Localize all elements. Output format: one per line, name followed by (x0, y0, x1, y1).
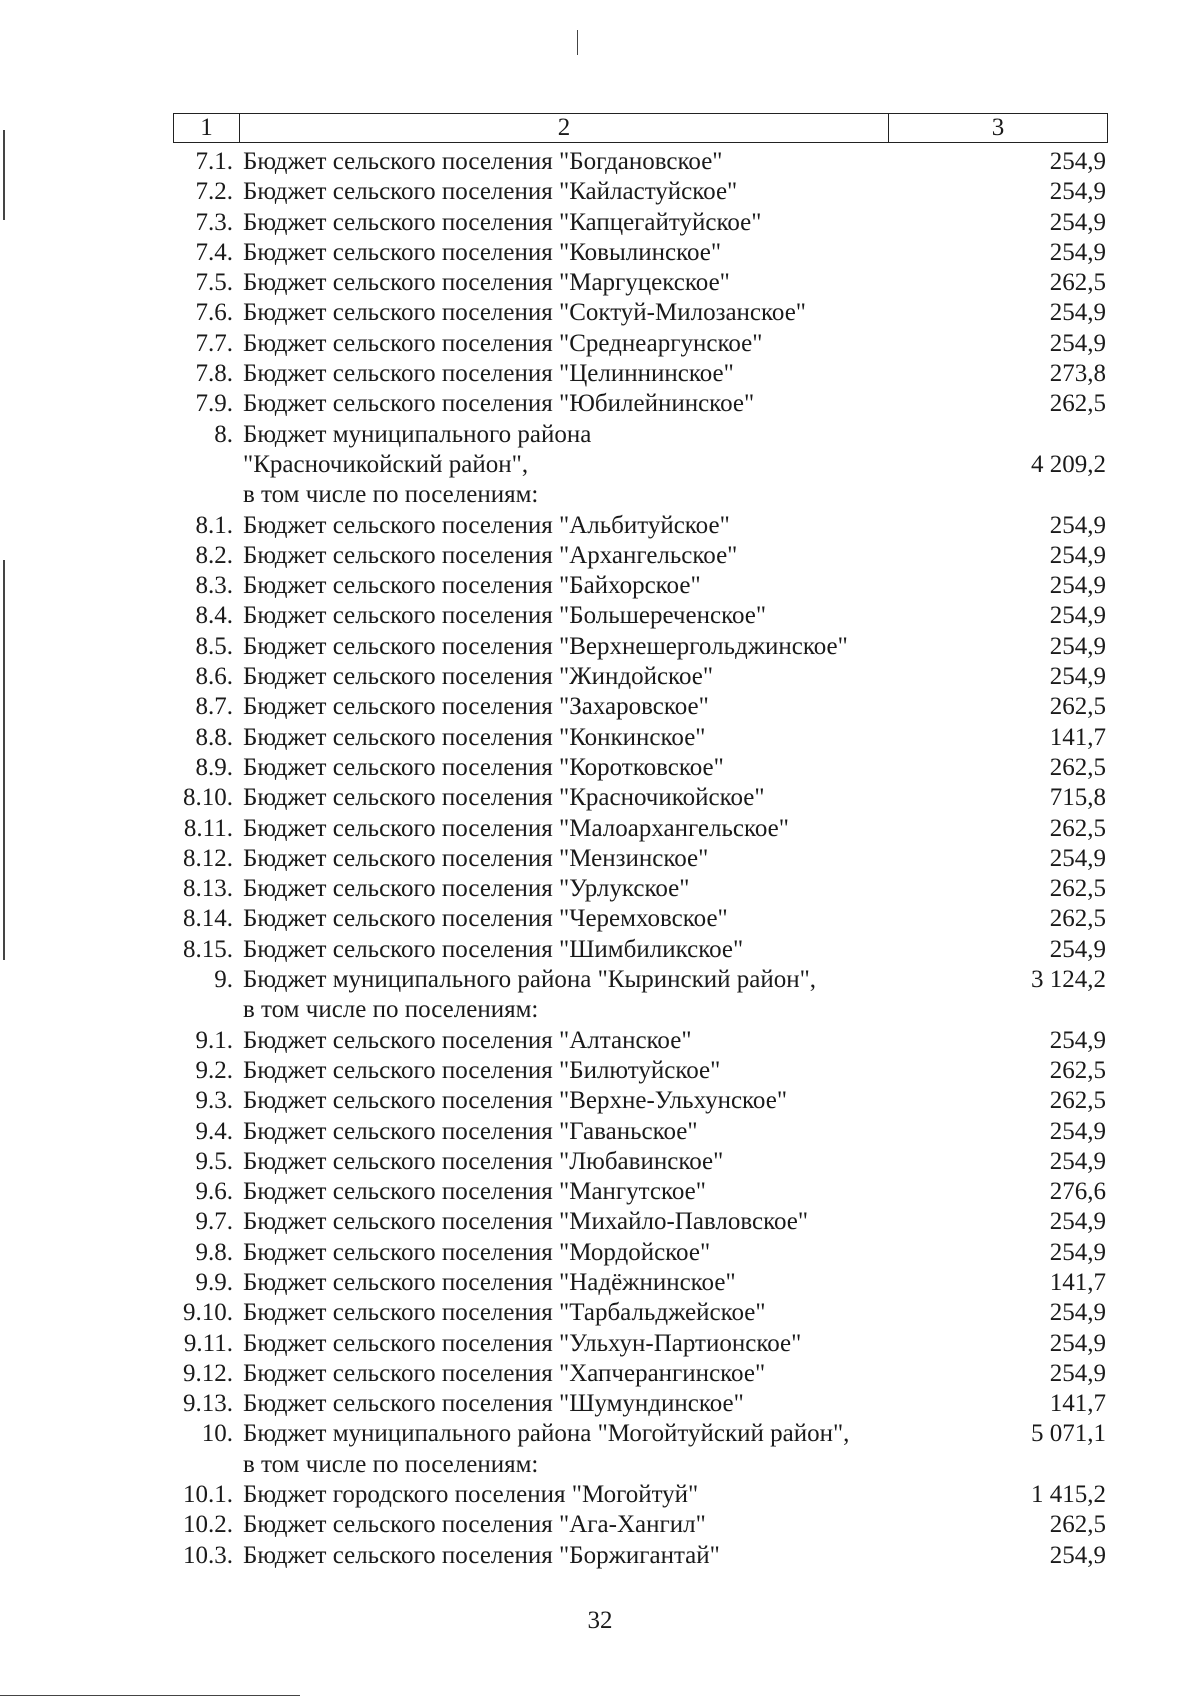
row-number: 7.1. (195, 148, 233, 175)
row-value: 262,5 (1049, 1056, 1106, 1084)
table-row (173, 1389, 1108, 1419)
scan-mark-bottom (0, 1695, 300, 1696)
row-number: 9.4. (195, 1117, 233, 1145)
row-number: 9.13. (183, 1390, 233, 1418)
table-row (173, 632, 1108, 662)
row-name: Бюджет сельского поселения "Гаваньское" (243, 1117, 698, 1145)
row-name: Бюджет сельского поселения "Целиннинское" (243, 360, 734, 388)
row-value: 254,9 (1049, 602, 1106, 630)
table-row (173, 874, 1108, 904)
row-value: 262,5 (1049, 875, 1106, 903)
table-row (173, 904, 1108, 934)
row-number: 8.6. (195, 663, 233, 691)
table-row (173, 1026, 1108, 1056)
table-header (173, 113, 1108, 143)
table-row (173, 1480, 1108, 1510)
row-value: 254,9 (1049, 1359, 1106, 1387)
table-row (173, 995, 1108, 1025)
row-value: 254,9 (1049, 238, 1106, 266)
table-row (173, 965, 1108, 995)
row-number: 9.6. (195, 1178, 233, 1206)
row-name: Бюджет сельского поселения "Боржигантай" (243, 1541, 720, 1569)
table-row (173, 1177, 1108, 1207)
row-name: Бюджет муниципального района "Могойтуйский район", (243, 1420, 850, 1448)
row-number: 9.1. (195, 1026, 233, 1054)
row-name: Бюджет сельского поселения "Мангутское" (243, 1178, 706, 1206)
row-number: 7.9. (195, 390, 233, 418)
row-name: Бюджет сельского поселения "Альбитуйское" (243, 511, 730, 539)
table-row (173, 1268, 1108, 1298)
row-number: 9.5. (195, 1147, 233, 1175)
row-number (173, 450, 237, 480)
table-row (173, 389, 1108, 419)
row-value: 4 209,2 (1031, 450, 1106, 478)
header-col-3: 3 (991, 114, 1005, 141)
row-number: 7.7. (195, 329, 233, 357)
row-name: Бюджет сельского поселения "Среднеаргунское" (243, 329, 763, 357)
row-name: Бюджет сельского поселения "Урлукское" (243, 875, 690, 903)
row-name: Бюджет сельского поселения "Шимбиликское" (243, 935, 744, 963)
row-number: 8.11. (183, 814, 233, 842)
row-number: 8.15. (183, 935, 233, 963)
table-row (173, 1147, 1108, 1177)
row-value: 715,8 (1049, 784, 1106, 812)
row-number: 9.3. (195, 1087, 233, 1115)
row-number: 10.2. (183, 1511, 233, 1539)
row-name: Бюджет сельского поселения "Мензинское" (243, 844, 709, 872)
row-value: 254,9 (1049, 572, 1106, 600)
row-number: 9.11. (183, 1329, 233, 1357)
row-name: Бюджет сельского поселения "Ага-Хангил" (243, 1511, 706, 1539)
row-value: 254,9 (1049, 1208, 1106, 1236)
row-number: 8.3. (195, 572, 233, 600)
table-row (173, 147, 1108, 177)
row-name: Бюджет сельского поселения "Захаровское" (243, 693, 709, 721)
row-value: 254,9 (1049, 178, 1106, 206)
table-row (173, 480, 1108, 510)
table-row (173, 208, 1108, 238)
table-row (173, 1207, 1108, 1237)
table-row (173, 450, 1108, 480)
page-number: 32 (587, 1607, 613, 1634)
row-name: Бюджет сельского поселения "Хапчерангинское" (243, 1359, 766, 1387)
row-value: 254,9 (1049, 1117, 1106, 1145)
row-value: 254,9 (1049, 632, 1106, 660)
row-name: Бюджет сельского поселения "Конкинское" (243, 723, 706, 751)
row-name: Бюджет сельского поселения "Кайластуйское" (243, 178, 738, 206)
row-number: 10. (201, 1420, 233, 1448)
row-number: 8.8. (195, 723, 233, 751)
row-number: 10.1. (183, 1481, 233, 1509)
row-number: 8.1. (195, 511, 233, 539)
row-name: Бюджет сельского поселения "Михайло-Павловское" (243, 1208, 809, 1236)
row-value: 254,9 (1049, 1299, 1106, 1327)
row-value: 254,9 (1049, 208, 1106, 236)
row-name: Бюджет сельского поселения "Коротковское" (243, 753, 724, 781)
row-name: Бюджет муниципального района "Кыринский район", (243, 966, 817, 994)
table-row (173, 783, 1108, 813)
row-number: 8.7. (195, 693, 233, 721)
row-name: Бюджет сельского поселения "Байхорское" (243, 572, 701, 600)
row-number (173, 1450, 237, 1480)
row-number: 8.5. (195, 632, 233, 660)
row-name: Бюджет сельского поселения "Архангельское" (243, 541, 738, 569)
row-value: 141,7 (1049, 1390, 1106, 1418)
row-value: 273,8 (1049, 360, 1106, 388)
row-name: Бюджет сельского поселения "Богдановское" (243, 148, 723, 175)
table-row (173, 238, 1108, 268)
row-value: 254,9 (1049, 1147, 1106, 1175)
row-value: 254,9 (1049, 1026, 1106, 1054)
row-number: 8.14. (183, 905, 233, 933)
table-row (173, 541, 1108, 571)
row-number: 9.10. (183, 1299, 233, 1327)
table-row (173, 1238, 1108, 1268)
row-name: Бюджет сельского поселения "Билютуйское" (243, 1056, 721, 1084)
table-row (173, 1117, 1108, 1147)
row-name: Бюджет сельского поселения "Верхнешергольджинское" (243, 632, 848, 660)
row-value: 262,5 (1049, 1511, 1106, 1539)
table-row (173, 329, 1108, 359)
row-value: 276,6 (1049, 1178, 1106, 1206)
row-value (977, 420, 1108, 450)
table-row (173, 177, 1108, 207)
row-name: Бюджет сельского поселения "Тарбальджейское" (243, 1299, 766, 1327)
row-name: Бюджет сельского поселения "Соктуй-Милозанское" (243, 299, 807, 327)
row-name: Бюджет сельского поселения "Малоархангельское" (243, 814, 789, 842)
row-value: 254,9 (1049, 1541, 1106, 1569)
row-value: 254,9 (1049, 148, 1106, 175)
row-name: Бюджет городского поселения "Могойтуй" (243, 1481, 699, 1509)
row-number: 7.4. (195, 238, 233, 266)
row-number: 8. (214, 420, 233, 448)
row-number: 9.9. (195, 1268, 233, 1296)
row-name: Бюджет сельского поселения "Любавинское" (243, 1147, 724, 1175)
row-name: Бюджет сельского поселения "Маргуцекское" (243, 269, 730, 297)
row-value: 262,5 (1049, 693, 1106, 721)
table-row (173, 662, 1108, 692)
table-row (173, 1329, 1108, 1359)
row-value: 254,9 (1049, 1329, 1106, 1357)
table-row (173, 1419, 1108, 1449)
row-number: 8.2. (195, 541, 233, 569)
table-row (173, 1056, 1108, 1086)
row-number: 9.2. (195, 1056, 233, 1084)
row-number: 8.9. (195, 753, 233, 781)
header-col-1: 1 (174, 114, 240, 142)
table-row (173, 1086, 1108, 1116)
row-number: 7.2. (195, 178, 233, 206)
table-row (173, 753, 1108, 783)
row-name: Бюджет сельского поселения "Надёжнинское" (243, 1268, 736, 1296)
scan-mark-top (577, 30, 578, 55)
row-name: Бюджет сельского поселения "Верхне-Ульхунское" (243, 1087, 788, 1115)
row-number: 9.7. (195, 1208, 233, 1236)
row-number: 7.8. (195, 360, 233, 388)
table-row (173, 268, 1108, 298)
table-row (173, 814, 1108, 844)
row-number: 8.10. (183, 784, 233, 812)
row-value: 262,5 (1049, 905, 1106, 933)
row-name: в том числе по поселениям: (243, 996, 539, 1024)
row-name: Бюджет сельского поселения "Юбилейнинское" (243, 390, 755, 418)
row-number: 7.6. (195, 299, 233, 327)
row-value (977, 1450, 1108, 1480)
row-number: 9.12. (183, 1359, 233, 1387)
table-row (173, 359, 1108, 389)
row-name: в том числе по поселениям: (243, 1450, 539, 1478)
row-value: 254,9 (1049, 299, 1106, 327)
row-value: 254,9 (1049, 511, 1106, 539)
row-value: 141,7 (1049, 1268, 1106, 1296)
table-body (173, 147, 1108, 1571)
scan-mark-left-lower (3, 560, 5, 960)
row-value: 262,5 (1049, 269, 1106, 297)
table-row (173, 1298, 1108, 1328)
row-name: Бюджет сельского поселения "Черемховское" (243, 905, 728, 933)
row-value: 5 071,1 (1031, 1420, 1106, 1448)
table-row (173, 844, 1108, 874)
row-name: Бюджет сельского поселения "Большереченское" (243, 602, 767, 630)
row-value (977, 995, 1108, 1025)
table-row (173, 935, 1108, 965)
row-number: 8.4. (195, 602, 233, 630)
row-number: 7.5. (195, 269, 233, 297)
row-name: Бюджет сельского поселения "Алтанское" (243, 1026, 692, 1054)
row-name: в том числе по поселениям: (243, 481, 539, 509)
table-row (173, 601, 1108, 631)
row-number: 8.12. (183, 844, 233, 872)
row-name: Бюджет сельского поселения "Мордойское" (243, 1238, 711, 1266)
row-name: Бюджет сельского поселения "Капцегайтуйское" (243, 208, 762, 236)
row-value: 262,5 (1049, 1087, 1106, 1115)
row-value: 262,5 (1049, 753, 1106, 781)
row-number (173, 995, 237, 1025)
table-row (173, 298, 1108, 328)
row-value: 3 124,2 (1031, 966, 1106, 994)
row-value: 254,9 (1049, 663, 1106, 691)
table-row (173, 1359, 1108, 1389)
row-value: 262,5 (1049, 390, 1106, 418)
table-row (173, 723, 1108, 753)
table-row (173, 1450, 1108, 1480)
header-col-2: 2 (240, 114, 889, 142)
table-row (173, 1510, 1108, 1540)
row-value: 141,7 (1049, 723, 1106, 751)
scan-mark-left (3, 130, 5, 220)
row-value: 1 415,2 (1031, 1481, 1106, 1509)
row-name: Бюджет сельского поселения "Красночикойское" (243, 784, 765, 812)
row-number: 8.13. (183, 875, 233, 903)
row-value (977, 480, 1108, 510)
row-name: Бюджет сельского поселения "Ковылинское" (243, 238, 722, 266)
row-name: Бюджет муниципального района (243, 420, 592, 448)
row-value: 254,9 (1049, 329, 1106, 357)
row-number (173, 480, 237, 510)
table-row (173, 1541, 1108, 1571)
row-value: 254,9 (1049, 935, 1106, 963)
row-number: 9.8. (195, 1238, 233, 1266)
table-row (173, 571, 1108, 601)
row-name: "Красночикойский район", (243, 450, 529, 478)
table-row (173, 420, 1108, 450)
row-number: 7.3. (195, 208, 233, 236)
row-name: Бюджет сельского поселения "Шумундинское" (243, 1390, 744, 1418)
row-name: Бюджет сельского поселения "Жиндойское" (243, 663, 714, 691)
row-name: Бюджет сельского поселения "Ульхун-Партионское" (243, 1329, 802, 1357)
row-value: 254,9 (1049, 844, 1106, 872)
row-number: 10.3. (183, 1541, 233, 1569)
table-row (173, 511, 1108, 541)
row-value: 254,9 (1049, 1238, 1106, 1266)
row-value: 262,5 (1049, 814, 1106, 842)
row-number: 9. (214, 966, 233, 994)
row-value: 254,9 (1049, 541, 1106, 569)
table-row (173, 692, 1108, 722)
